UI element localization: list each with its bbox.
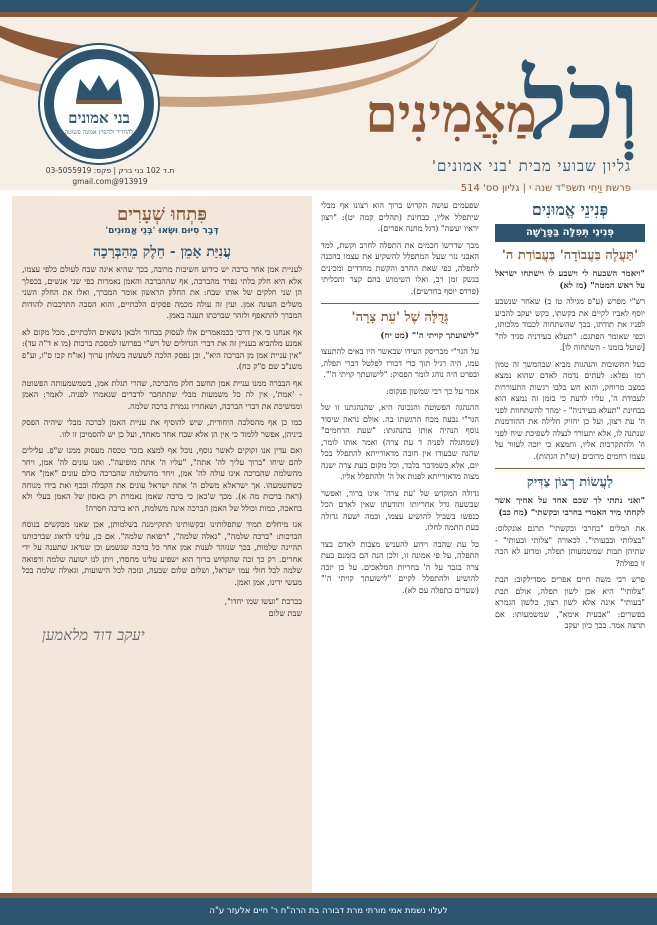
paragraph: אף הבברה ממנו עניית אמן תחשב חלק מהברכה, שהרי תגלת אמן, בשמשמעותה הפשוטה - 'אמת', אין לה כל משמעות מבלי שתתחבר לדברים שנאמרו לפניה. לאמר: האמן וממשיכת את דברי הברכה, ושאחריו נגמרת ברכה שלמה. [22, 378, 302, 411]
paragraph: כמו כן אף מהסלכה היחודית, שיש להוסיף את עניית האמן לברכה מבלי שיהיה הפסק ביניהן, אפשר ללמוד כי אין הן אלא שבח אחד מאחד, ועל כן יש להסמיכן זו לזו. [22, 418, 302, 439]
divider [321, 303, 479, 304]
dedication-footer: לעלוי נשמת אמי מורתי מרת דבורה בת הרה"ח ר' חיים אלעזר ע"ה [0, 898, 657, 925]
verse-quote: "ואני נתתי לך שכם אחד על אחיך אשר לקחתי מיד האמרי בחרבי ובקשתי" (מח כב) [495, 496, 645, 518]
masthead-title-2: מַאֲמִינִים [365, 84, 537, 145]
section-title: גְּדֻלָּה שֶׁל 'עֵת צָרָה' [351, 310, 449, 325]
section-title: עֲנִיַּת אָמֵן - חֵלֶק מֵהַבְּרָכָה [92, 244, 232, 260]
logo-text: בני אמונים [68, 109, 130, 127]
signature: יעקב דוד מלאמען [42, 626, 145, 644]
issue-info: פרשת וַיְחִי תשפ"ד שנה י | גליון סס' 514 [460, 183, 631, 194]
paragraph: ההנהגה הפשוטה והנכונה היא, שהנהגתנו זו של הגר"י נבעה מכח הרגשתו בה. אולם נראה שיסוד נוסף הנהיה אותו בהנהגתו: "שעת הרחמים" (שמתגלה לפניה ד עת צרה) ואמר אותו לומר, שהנה שבעודו אין חובה מדאורייתא להתפלל בכל יום, אלא כשמדבר בלבד, וכל מקום בעת צרה ישנה מצוה מדאורייתא לפנות אל ה' ולהתפלל אליו. [321, 403, 479, 481]
paragraph: על הגר"י מבריסק העידו שבאשר היו באים להתעצו עמו, היה רגיל תוך כדי דבורו לפלטל דברי תפלה, ובפרט היה נוהג לומר הפסוק: "לישועתך קויתי ה'". [321, 347, 479, 379]
paragraph: מכך שדרשו חכמים את התפלה לחרב וקשת, למד האבני נזר שעל המתפלל להשקיע את עצמו בהכנה לתפלה, כפי שאת החרב והקשת מחדדים ומכינים בנשק זמן רב, ואלו השימוש בהם קצר ותכליתי (פרדס יוסף בחדשים). [321, 240, 479, 296]
verse-quote: "לישועתך קויתי ה'" (מט יח) [380, 331, 479, 341]
logo [40, 45, 158, 163]
column-title: פְּנִינֵי אֱמוּנִים [531, 200, 609, 219]
paragraph: לעניית אמן אחר ברכה יש כידוע חשיבות מרובה, בכך שהיא אינה שבח לעולם כלפי עצמו, אלא היא חלק בלתי נפרד מהברכה, אף שההברכה והאמן נאמרות כפי שני אנשים, בכפלך הן שני חלקים של אותו שבח: את החלק הראשון אומר המברך, ואלו את החלק השני משלים העונה אמן. ועין זה עולה מכמה פסקים הלכתיים, והוא הסבה התרכבות להודות המברך להתאפף ולזהר שברכתו תענה באמן. [22, 265, 302, 320]
logo-subtext: להחדיר ולהפיץ אמונה פשוטה [64, 129, 134, 136]
masthead [0, 17, 657, 194]
contact-info [30, 165, 190, 187]
paragraph: כל עת שהבה וידוע להעניש מצבות לאדם בצד התפלה, על פי אמונה זו, ולכן הנה הם בזמנם בעת צרה בגבר על ה' בחריות המלאכים. על כן יזכה להושיע ולהתפלל לקיים "לישועתך קויתי ה'" (שערים בתפלה עם לא). [321, 539, 479, 595]
contact-line: ת.ד 102 בני ברק | פקס: 03-5055919 [45, 166, 175, 175]
section-title: 'תַּעֲלֶה בַּעֲבוֹדָה' בַּעֲבוֹדַת ה' [501, 248, 639, 263]
paragraph: פרש רבי משה חיים אפרים מסדילקוב: תבת "צלותי" היא אכן לשון תפלה, אולם תבת "בעותי" אינה אלא לשון רצון, כלשון הגמרא בפשרים: "אבעית אימא", שמשמעותו: אם תרצה אמר. בכך כיון יעקב [495, 575, 645, 630]
closing [22, 596, 302, 620]
paragraph: שפעמים עושה הקדוש ברוך הוא רצונו אף מבלי שיתפלל אליו, כבחינת (תהלים קמה יט): "רצון יראיו יעשה" (דגל מחנה אפרים). [321, 201, 479, 233]
paragraph: את המלים "בחרבי ובקשתי" תרגם אונקלוס: "בצלותי ובבעותי". לכאורה "צלותי ובעותי" - שתיהן תבות שמשמעותן תפלה, ומדוע לא הכה זו כפולה? [495, 524, 645, 568]
paragraph: בעל התשובות והנהגות מביא שבהמשך זה טמון רמז נפלא: לעתים נדמה לאדם שהוא נמצא במצב מרוחק, והוא חש בלבו רגשות התעוררות לעבודת ה', עליו לדעת כי בזמן זה נמצא הוא בבחינת "תעלא בעידניה" - ימהר להשתחוות לפני ה' עת רצון, ועל כן יחזיק חלילה את ההזדמנות שנתנה לו, אלא יתעורר לנצלה לשפיכת שיח לפני ה' ולהתקרבות אליו, ותמצא כי יזכה לעזור על עצמו רחמים מרובים (שו"ת הגהות). [495, 359, 645, 461]
paragraph: אנו מיחלים תמיד שתפלותינו ובקשותינו תתקיימנה בשלמותן, אכן שאנו מבקשים בנוסח הברכות: "ברכה שלמה", "גאלה שלמה", "רפואה שלמה". אם כן, עלינו לדאוג שברכותנו תהיינה שלמות, בכך שנזהר לענות אמן אחר כל ברכה שנשמע וכן שנדאג שתענה על ידי אחרים. רק כך זכה שהקדוש ברוך הוא ישפיע עלינו מחסדו, ויתן לנו ישועה שלמה ורפואה שלמה לכל חולי עמו ישראל, ושלום שלום שבעה, ונזכה לכל הישועות, וגאולה שלמה בכל מעשי ידינו, אמן ואמן. [22, 520, 302, 587]
column-ribbon: פְּנִינֵי תְּפִלָּה בַּפָּרָשָׁה [495, 224, 645, 242]
masthead-title-1: וְכֹל [522, 48, 639, 161]
column-right [495, 200, 645, 637]
section-title: לַעֲשׂוֹת רְצוֹן צַדִּיק [526, 475, 614, 490]
closing-line: שבת שלום [268, 609, 302, 618]
paragraph: רש"י מפרש (ע"פ מגילה טז ב) שאחר שנשבע יוסף לאביו לקיים את בקשתו, בקש יעקב להביע לפניו את תודתו, בכך שהשתחוה לכבוד מלכותו, וכפי שאומר הפתגם: "תעלא בעידניה סגיד לה" [שועל בזמנו - השתחוה לו]. [495, 297, 645, 352]
logo-inner [54, 59, 144, 149]
crown-icon [72, 71, 126, 105]
column-left [12, 196, 312, 896]
paragraph: ואם עדין אנו זקוקים לאשר נוסף, נוכל אף למצא בזכר טכסה מעסוק ממנו ש"פ. עלילים להם שיחו "ברוך עליך לה' אתה", "עליו ה' אתה מופיעה". ואנו עונים לה' אמן, ויחר מהשלמה שהברכה אינו עולה לה' אמן, ויחר מהשלמה שהברכה כולם עונים "אמן" אחר כשתשמעהו. אך ישראלא משלם ה' אתה ישראל עונים את הקבלה ובכף ואת בידו מנוחה (ראה ברכות מה א). מכך ש'כאן כי ברכה שאמן נאמרת רק באסון של האמן בעלי ולא בחאכה, כמות וכולל של האמן הברכה אינה משלמת, היא ברכה חסרה! [22, 446, 302, 513]
column-title: פִּתְחוּ שְׁעָרִים [116, 204, 208, 225]
closing-line: בברכת "ועשו שמו יחדו", [224, 597, 302, 606]
masthead-subtitle: גליון שבועי מבית 'בני אמונים' [431, 157, 631, 175]
paragraph: גדולה המקדש של 'עת צרה' אינו ברור, ואפשר שבשעה גדל אחריותו ותודעתו שאין לאדם הכל כנפשו בשביל להושיע עצמו, וכמה ישעה גדולה בעת התמה לחלו. [321, 488, 479, 532]
column-subtitle: דְּבַר סִיּוּם וּשְׂאוּ 'בְּנֵי אֱמוּנִים' [105, 226, 219, 236]
paragraph: אמר על כך רבי שמשון פנקוס: [386, 386, 479, 396]
contact-email: 913919@gmail.com [72, 177, 148, 186]
divider [495, 468, 645, 469]
verse-quote: "ויאמר השבעה לי וישבע לו וישתחו ישראל על ראש המטה" (מז לא) [495, 269, 645, 291]
column-middle [321, 200, 479, 601]
paragraph: אף אנחנו כי אין דרכי בכמאמרים אלו לעסוק בבחור ולבאן נושאים הלכתיים, מכל מקום לא אמנע מלהביא בעניין זה את דברי הגדולים של רש"י בפרושו למסכת ברכות (מו א ד"ה עד): "אין עניית אמן מן הברכה היא", וכן נפסק הלכה לשעשה בשלחן ערוך (או"ח קכו ס"ו, וע"פ משנ"ב שם ס"ק כח). [22, 327, 302, 371]
